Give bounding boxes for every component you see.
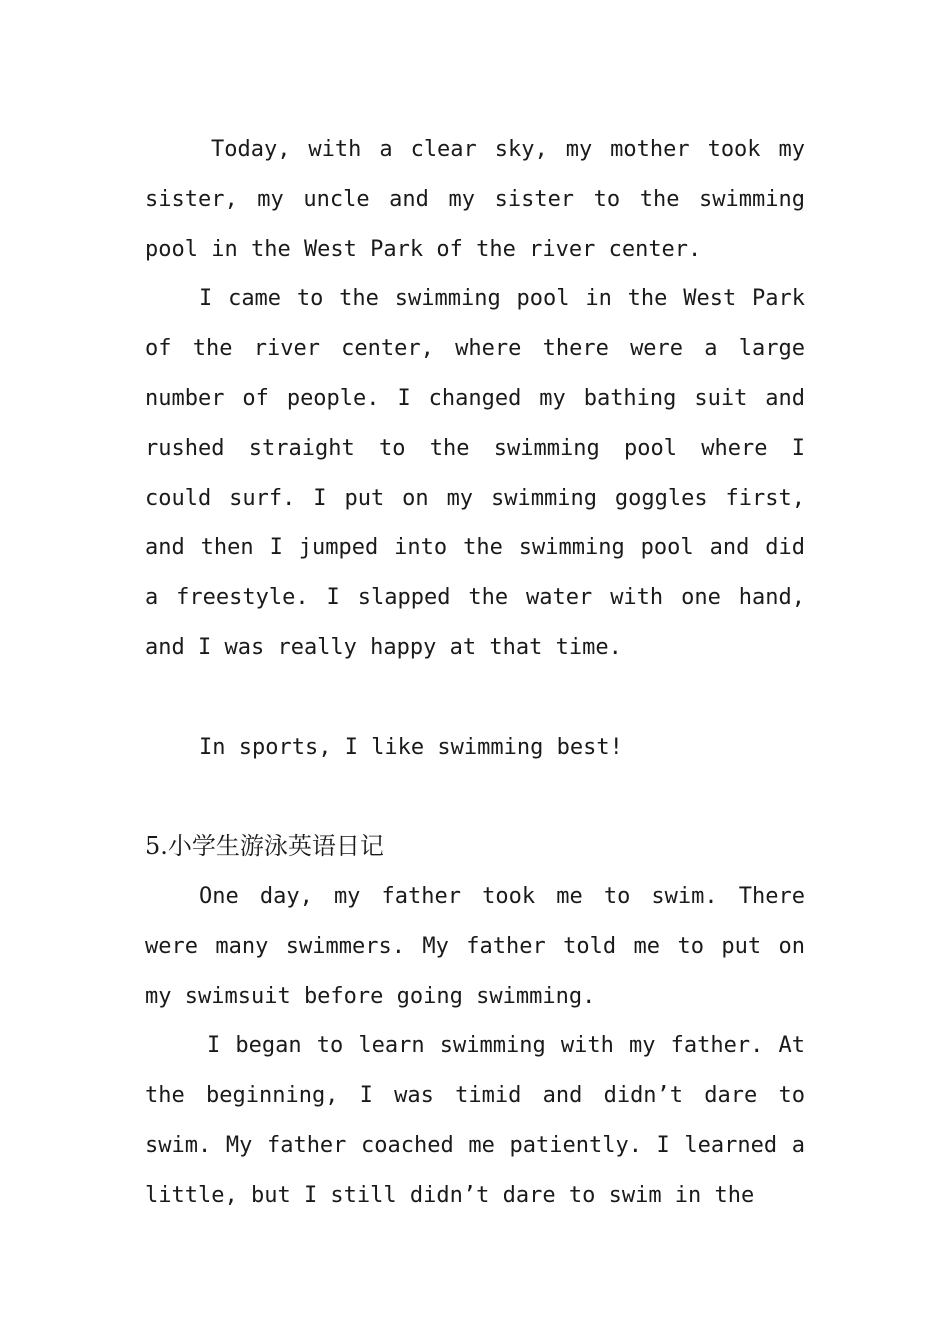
document-page	[145, 125, 805, 1221]
paragraph-like-swimming: In sports, I like swimming best!	[199, 734, 623, 760]
blank-line	[145, 673, 805, 723]
blank-line	[145, 772, 805, 822]
paragraph-swimming-pool: I came to the swimming pool in the West Park of the river center, where there were a large number of people. I changed my bathing suit and rushed straight to the swimming pool where I could surf. I put on my swimming goggles first, and then I jumped into the swimming pool and did a freestyle. I slapped the water with one hand, and I was really happy at that time.	[145, 286, 805, 660]
paragraph-father-swim: One day, my father took me to swim. There were many swimmers. My father told me to put on my swimsuit before going swimming.	[145, 883, 805, 1009]
paragraph-learn-swimming: I began to learn swimming with my father. At the beginning, I was timid and didn’t dare to swim. My father coached me patiently. I learned a little, but I still didn’t dare to swim in the	[145, 1033, 805, 1208]
section-heading: 5.小学生游泳英语日记	[145, 832, 384, 861]
paragraph-clear-sky: Today, with a clear sky, my mother took my sister, my uncle and my sister to the swimming pool in the West Park of the river center.	[145, 137, 805, 262]
